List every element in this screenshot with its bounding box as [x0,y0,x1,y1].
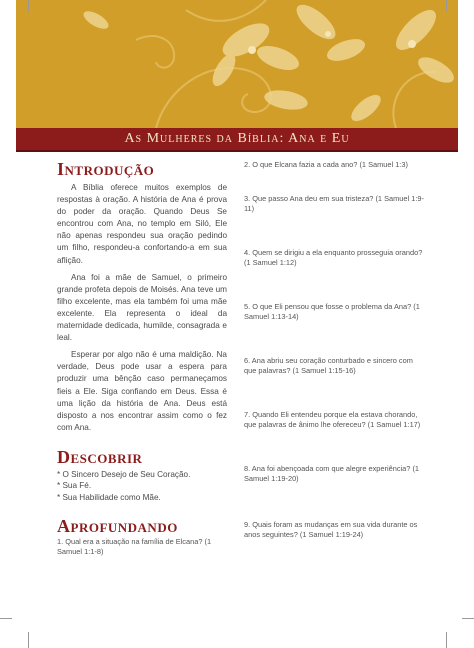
list-item: * Sua Habilidade como Mãe. [57,492,161,502]
question-4: 4. Quem se dirigiu a ela enquanto prosseguia orando? (1 Samuel 1:12) [244,248,423,267]
intro-paragraph: Esperar por algo não é uma maldição. Na verdade, Deus pode usar a espera para produzir uma bênção caso permaneçamos fieis a Ele. Siga confiando em Deus. Essa é uma lição da história de Ana. Deus está disposto a nos encontrar assim como o fez com Ana. [57,350,227,432]
question-9: 9. Quais foram as mudanças em sua vida durante os anos seguintes? (1 Samuel 1:19-24) [244,520,418,539]
floral-banner [16,0,458,128]
crop-mark [0,618,12,619]
question-1: 1. Qual era a situação na família de Elcana? (1 Samuel 1:1-8) [57,537,212,557]
crop-mark [462,618,474,619]
crop-mark [28,632,29,648]
intro-heading: Introdução [57,159,155,179]
question-2: 2. O que Elcana fazia a cada ano? (1 Samuel 1:3) [244,160,408,169]
question-5: 5. O que Eli pensou que fosse o problema da Ana? (1 Samuel 1:13-14) [244,302,420,321]
descobrir-list [57,469,227,504]
floral-ornament-icon [16,0,458,128]
descobrir-heading: Descobrir [57,446,143,467]
crop-mark [446,632,447,648]
intro-paragraph: A Bíblia oferece muitos exemplos de respostas à oração. A história de Ana é prova do poder da oração. Quando Deus Se encontrou com Ana, no templo em Siló, Ele não apenas respondeu sua oração pedindo um filho, respondeu-a confortando-a em sua aflição. [57,183,227,265]
left-column [57,160,227,557]
list-item: * Sua Fé. [57,481,92,491]
aprofundando-heading: Aprofundando [57,516,178,537]
page-title: As Mulheres da Bíblia: Ana e Eu [124,131,350,146]
intro-paragraph: Ana foi a mãe de Samuel, o primeiro grande profeta depois de Moisés. Ana teve um filho excelente, mas ela também foi uma mãe excelente. Ela representa o ideal da maternidade dedicada, humilde, consagrada e leal. [57,272,227,343]
question-6: 6. Ana abriu seu coração conturbado e sincero com que palavras? (1 Samuel 1:15-16) [244,356,413,375]
crop-mark [28,0,29,12]
question-7: 7. Quando Eli entendeu porque ela estava chorando, que palavras de ânimo lhe ofereceu? (1 Samuel 1:17) [244,410,421,429]
question-3: 3. Que passo Ana deu em sua tristeza? (1 Samuel 1:9-11) [244,194,424,213]
question-8: 8. Ana foi abençoada com que alegre experiência? (1 Samuel 1:19-20) [244,464,420,483]
crop-mark [446,0,447,12]
intro-body [57,182,227,434]
list-item: * O Sincero Desejo de Seu Coração. [57,469,191,479]
title-bar [16,128,458,152]
